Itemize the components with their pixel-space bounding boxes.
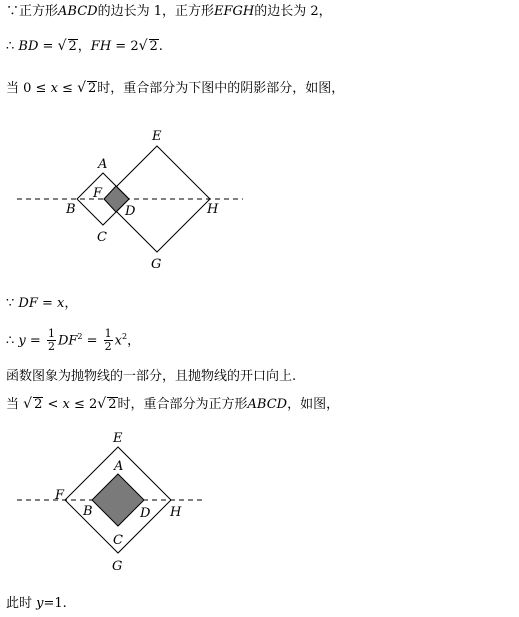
therefore-symbol: ∴ xyxy=(6,333,15,349)
label-G: G xyxy=(112,559,123,574)
label-C: C xyxy=(113,533,123,548)
label-H: H xyxy=(170,505,182,520)
sqrt-symbol: √ xyxy=(77,80,86,96)
sqrt-symbol: √ xyxy=(138,38,148,54)
figure-2 xyxy=(17,431,203,574)
radicand: 2 xyxy=(34,397,43,412)
comma: ， xyxy=(64,296,78,311)
exponent: 2 xyxy=(77,332,83,341)
text: 的边长为 1，正方形 xyxy=(97,4,214,19)
sqrt-symbol: √ xyxy=(23,396,33,412)
figure-1 xyxy=(17,129,243,272)
sqrt-symbol: √ xyxy=(97,396,107,412)
label-H: H xyxy=(207,202,219,217)
segment-fh: FH xyxy=(90,39,112,54)
text: 函数图象为抛物线的一部分，且抛物线的开口向上. xyxy=(6,369,297,384)
numerator: 1 xyxy=(47,327,55,341)
equals: = xyxy=(38,39,58,54)
text: ≤ 2 xyxy=(69,397,98,412)
label-B: B xyxy=(83,504,93,519)
because-symbol: ∵ xyxy=(6,4,20,19)
exponent: 2 xyxy=(122,332,128,341)
label-A: A xyxy=(98,157,108,172)
equals: = xyxy=(25,333,45,349)
comma: ， xyxy=(127,333,141,349)
label-D: D xyxy=(140,506,151,521)
text: 时，重合部分为正方形 xyxy=(117,397,248,412)
text: =1. xyxy=(43,596,67,611)
text: 的边长为 2， xyxy=(254,4,332,19)
text: 此时 xyxy=(6,596,37,611)
equals: = xyxy=(37,296,58,311)
because-symbol: ∵ xyxy=(6,296,15,311)
therefore-symbol: ∴ xyxy=(6,39,15,54)
radicand: 2 xyxy=(88,81,97,96)
square-abcd-shaded xyxy=(92,474,144,526)
variable-y: y xyxy=(36,596,44,611)
label-F: F xyxy=(55,488,65,503)
label-E: E xyxy=(113,431,123,446)
radicand: 2 xyxy=(108,397,117,412)
label-D: D xyxy=(125,204,136,219)
label-A: A xyxy=(114,459,124,474)
denominator: 2 xyxy=(47,340,55,354)
variable-x: x xyxy=(50,81,58,96)
label-C: C xyxy=(97,230,107,245)
variable-y: y xyxy=(18,333,26,349)
segment-df: DF xyxy=(57,333,78,349)
text: ，如图， xyxy=(287,397,340,412)
label-F: F xyxy=(93,186,103,201)
text: 正方形 xyxy=(19,4,59,19)
text: 当 xyxy=(6,397,24,412)
segment-df: DF xyxy=(18,296,38,311)
variable-x: x xyxy=(62,397,70,412)
sqrt-symbol: √ xyxy=(57,38,67,54)
equals: = xyxy=(82,333,102,349)
denominator: 2 xyxy=(104,340,112,354)
text: 时，重合部分为下图中的阴影部分，如图， xyxy=(97,81,345,96)
square-name: EFGH xyxy=(214,4,255,19)
label-B: B xyxy=(66,202,76,217)
label-G: G xyxy=(151,257,162,272)
radicand: 2 xyxy=(149,39,158,54)
label-E: E xyxy=(152,129,162,144)
variable-x: x xyxy=(57,296,65,311)
comma: ， xyxy=(77,39,91,54)
square-name: ABCD xyxy=(247,397,288,412)
numerator: 1 xyxy=(104,327,112,341)
text: < xyxy=(43,397,63,412)
text: ≤ xyxy=(57,81,78,96)
square-name: ABCD xyxy=(58,4,98,19)
segment-bd: BD xyxy=(18,39,39,54)
period: . xyxy=(158,39,163,54)
equals: = 2 xyxy=(111,39,139,54)
radicand: 2 xyxy=(68,39,77,54)
variable-x: x xyxy=(114,333,123,349)
text: 当 0 ≤ xyxy=(6,81,51,96)
